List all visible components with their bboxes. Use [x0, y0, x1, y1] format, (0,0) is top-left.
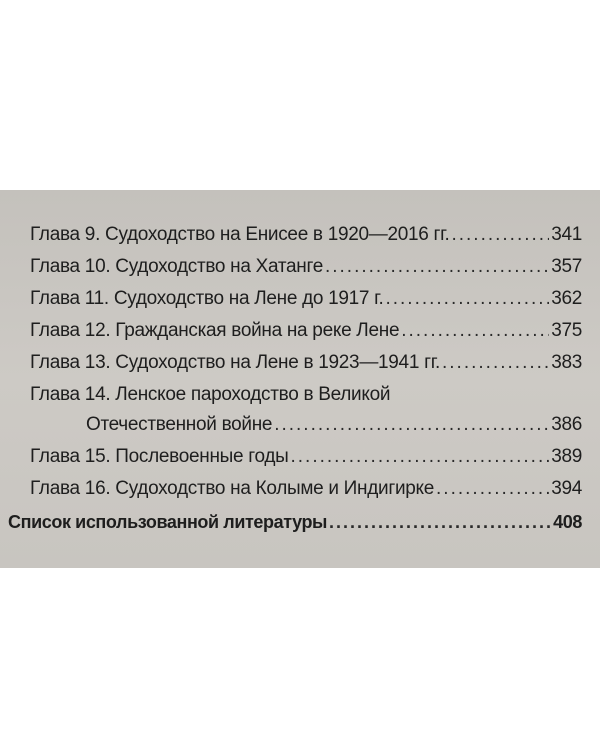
toc-entry-title: Глава 9. Судоходство на Енисее в 1920—2016 гг. — [30, 224, 450, 245]
toc-entry-title: Глава 10. Судоходство на Хатанге — [30, 256, 323, 277]
toc-entry-chapter-14[interactable] — [86, 414, 582, 436]
leader-dots — [401, 320, 549, 342]
toc-entry-title: Глава 12. Гражданская война на реке Лене — [30, 320, 400, 341]
toc-entry-title-continued: Отечественной войне — [86, 414, 273, 435]
toc-entry-page: 386 — [551, 414, 582, 435]
toc-entry-chapter-13[interactable] — [30, 352, 582, 374]
toc-entry-page: 357 — [551, 256, 582, 277]
toc-entry-chapter-10[interactable] — [30, 256, 582, 278]
leader-dots — [436, 478, 549, 500]
leader-dots — [325, 256, 549, 278]
toc-entry-title: Глава 15. Послевоенные годы — [30, 446, 289, 467]
toc-entry-title: Глава 16. Судоходство на Колыме и Индигирке — [30, 478, 435, 499]
leader-dots — [290, 446, 549, 468]
book-page — [0, 190, 600, 568]
table-of-contents — [0, 190, 600, 568]
toc-entry-chapter-15[interactable] — [30, 446, 582, 468]
leader-dots — [385, 288, 549, 310]
toc-entry-title: Глава 11. Судоходство на Лене до 1917 г. — [30, 288, 384, 309]
toc-entry-chapter-14-line1[interactable]: Глава 14. Ленское пароходство в Великой — [30, 384, 391, 405]
toc-entry-chapter-11[interactable] — [30, 288, 582, 310]
toc-entry-title: Глава 13. Судоходство на Лене в 1923—1941 гг. — [30, 352, 440, 373]
toc-entry-page: 341 — [551, 224, 582, 245]
toc-entry-page: 408 — [553, 512, 582, 532]
toc-entry-chapter-12[interactable] — [30, 320, 582, 342]
toc-entry-bibliography[interactable] — [8, 512, 582, 533]
toc-entry-page: 383 — [551, 352, 582, 373]
leader-dots — [274, 414, 549, 436]
leader-dots — [451, 224, 549, 246]
toc-entry-page: 362 — [551, 288, 582, 309]
toc-entry-page: 389 — [551, 446, 582, 467]
toc-entry-page: 394 — [551, 478, 582, 499]
toc-entry-title: Список использованной литературы — [8, 512, 328, 532]
toc-entry-page: 375 — [551, 320, 582, 341]
toc-entry-chapter-16[interactable] — [30, 478, 582, 500]
leader-dots — [442, 352, 549, 374]
toc-entry-chapter-9[interactable] — [30, 224, 582, 246]
leader-dots — [329, 512, 551, 533]
